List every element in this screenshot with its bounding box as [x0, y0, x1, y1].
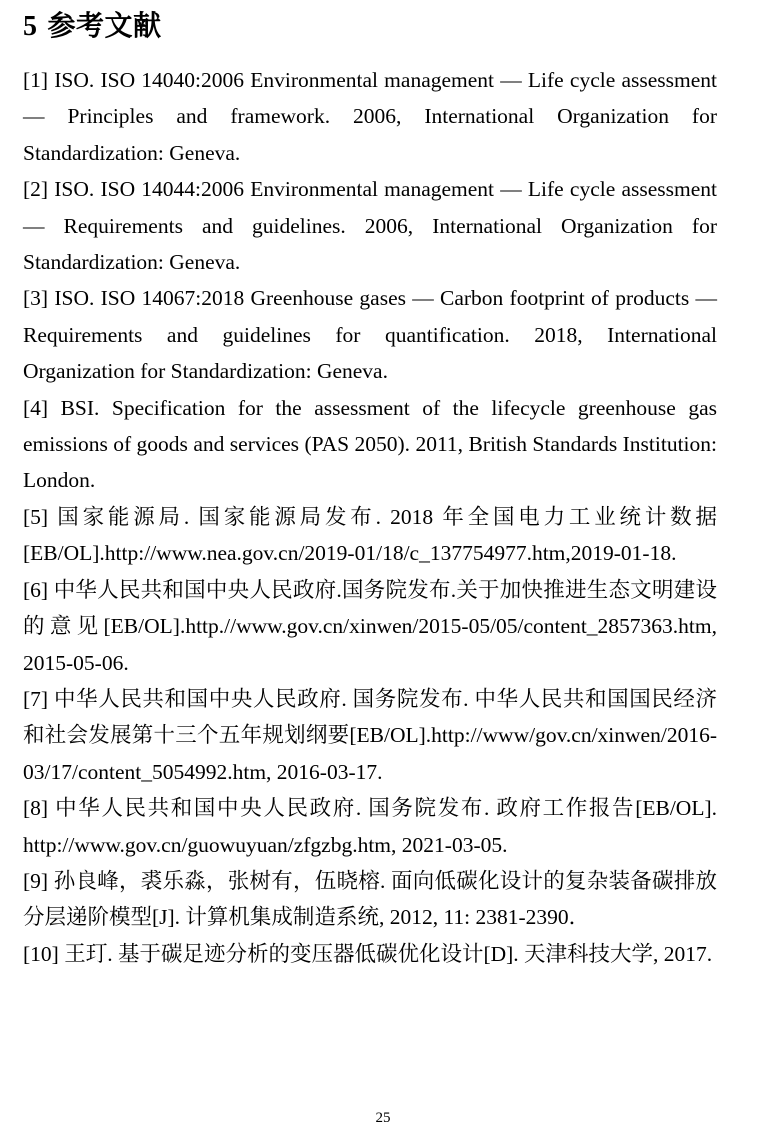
reference-item-9: [9] 孙良峰，裘乐淼，张树有，伍晓榕. 面向低碳化设计的复杂装备碳排放分层递阶模型[J]. 计算机集成制造系统, 2012, 11: 2381-2390．	[23, 868, 717, 930]
page-number: 25	[375, 1110, 391, 1126]
reference-item-3: [3] ISO. ISO 14067:2018 Greenhouse gases — Carbon footprint of products — Requirements and guidelines for quantification. 2018, International Organization for Standardization: Geneva.	[23, 286, 717, 384]
reference-item-1: [1] ISO. ISO 14040:2006 Environmental management — Life cycle assessment — Principles and framework. 2006, International Organization for Standardization: Geneva.	[23, 68, 717, 165]
reference-item-7: [7] 中华人民共和国中央人民政府. 国务院发布. 中华人民共和国国民经济和社会发展第十三个五年规划纲要[EB/OL].http://www/gov.cn/xinwen/2016-03/17/content_5054992.htm, 2016-03-17.	[23, 686, 717, 784]
section-number: 5	[23, 11, 38, 42]
reference-list	[23, 62, 717, 972]
reference-item-2: [2] ISO. ISO 14044:2006 Environmental management — Life cycle assessment — Requirements and guidelines. 2006, International Organization for Standardization: Geneva.	[23, 177, 717, 275]
section-heading	[23, 10, 717, 44]
reference-item-10: [10] 王玎. 基于碳足迹分析的变压器低碳优化设计[D]. 天津科技大学, 2017.	[23, 941, 713, 966]
reference-item-5: [5] 国家能源局. 国家能源局发布. 2018 年全国电力工业统计数据[EB/OL].http://www.nea.gov.cn/2019-01/18/c_137754977.htm,2019-01-18.	[23, 504, 717, 566]
reference-item-6: [6] 中华人民共和国中央人民政府.国务院发布.关于加快推进生态文明建设的意见[EB/OL].http.//www.gov.cn/xinwen/2015-05/05/content_2857363.htm, 2015-05-06.	[23, 577, 717, 675]
reference-item-8: [8] 中华人民共和国中央人民政府. 国务院发布. 政府工作报告[EB/OL]. http://www.gov.cn/guowuyuan/zfgzbg.htm, 2021-03-05.	[23, 796, 717, 857]
section-title: 参考文献	[47, 11, 162, 42]
reference-item-4: [4] BSI. Specification for the assessment of the lifecycle greenhouse gas emissions of goods and services (PAS 2050). 2011, British Standards Institution: London.	[23, 395, 717, 493]
